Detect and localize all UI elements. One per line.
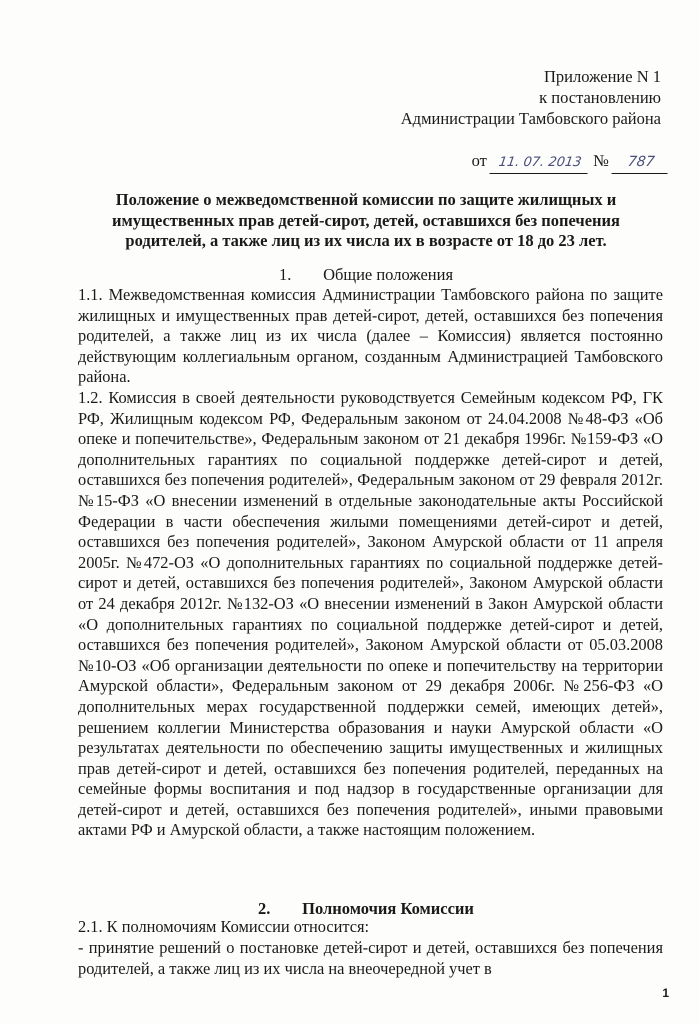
- page-number: 1: [662, 986, 669, 1000]
- appendix-line-2: к постановлению: [539, 88, 661, 107]
- section-2-title: Полномочия Комиссии: [302, 899, 474, 918]
- appendix-header: [401, 66, 661, 129]
- appendix-line-3: Администрации Тамбовского района: [400, 109, 661, 128]
- paragraph-1-1: 1.1. Межведомственная комиссия Администрации Тамбовского района по защите жилищных и имущественных прав детей-сирот, детей, оставшихся без попечения родителей, а также лиц из их числа (далее – Комиссия) является постоянно действующим коллегиальным органом, созданным Администрацией Тамбовского района.: [78, 285, 663, 387]
- handwritten-date: 11. 07. 2013: [489, 152, 590, 174]
- number-prefix: №: [593, 151, 609, 170]
- section-1-title: Общие положения: [323, 265, 454, 284]
- paragraph-1-2: 1.2. Комиссия в своей деятельности руководствуется Семейным кодексом РФ, ГК РФ, Жилищным кодексом РФ, Федеральным законом от 24.04.2008 №48-ФЗ «Об опеке и попечительстве», Федеральным законом от 21 декабря 1996г. №159-ФЗ «О дополнительных гарантиях по социальной поддержке детей-сирот и детей, оставшихся без попечения родителей», Федеральным законом от 29 февраля 2012г. №15-ФЗ «О внесении изменений в отдельные законодательные акты Российской Федерации в части обеспечения жилыми помещениями детей-сирот и детей, оставшихся без попечения родителей», Законом Амурской области от 11 апреля 2005г. №472-ОЗ «О дополнительных гарантиях по социальной поддержке детей-сирот и детей, оставшихся без попечения родителей», Законом Амурской области от 24 декабря 2012г. №132-ОЗ «О внесении изменений в Закон Амурской области «О дополнительных гарантиях по социальной поддержке детей-сирот и детей, оставшихся без попечения родителей», Законом Амурской области от 05.03.2008 №10-ОЗ «Об организации деятельности по опеке и попечительству на территории Амурской области», Федеральным законом от 29 декабря 2006г. №256-ФЗ «О дополнительных мерах государственной поддержки семей, имеющих детей», решением коллегии Министерства образования и науки Амурской области «О результатах деятельности по обеспечению защиты имущественных и жилищных прав детей-сирот и детей, оставшихся без попечения родителей, переданных на семейные формы воспитания и под надзор в государственные организации для детей-сирот и детей, оставшихся без попечения родителей», иными правовыми актами РФ и Амурской области, а также настоящим положением.: [78, 388, 663, 840]
- paragraph-2-1: 2.1. К полномочиям Комиссии относится:: [78, 917, 370, 936]
- date-prefix: от: [471, 151, 487, 170]
- document-title: Положение о межведомственной комиссии по защите жилищных и имущественных прав детей-сирот, детей, оставшихся без попечения родителей, а также лиц из их числа их в возрасте от 18 до 23 лет.: [112, 190, 620, 250]
- section-2-number: 2.: [258, 899, 271, 918]
- paragraph-2-1-bullet-1: - принятие решений о постановке детей-сирот и детей, оставшихся без попечения родителей, а также лиц из их числа на внеочередной учет в: [78, 938, 663, 978]
- decree-date-line: [472, 150, 669, 174]
- appendix-line-1: Приложение N 1: [544, 67, 661, 86]
- section-2-heading: [76, 898, 656, 919]
- section-1-heading: [76, 264, 656, 285]
- handwritten-number: 787: [611, 152, 670, 174]
- section-1-number: 1.: [278, 265, 292, 284]
